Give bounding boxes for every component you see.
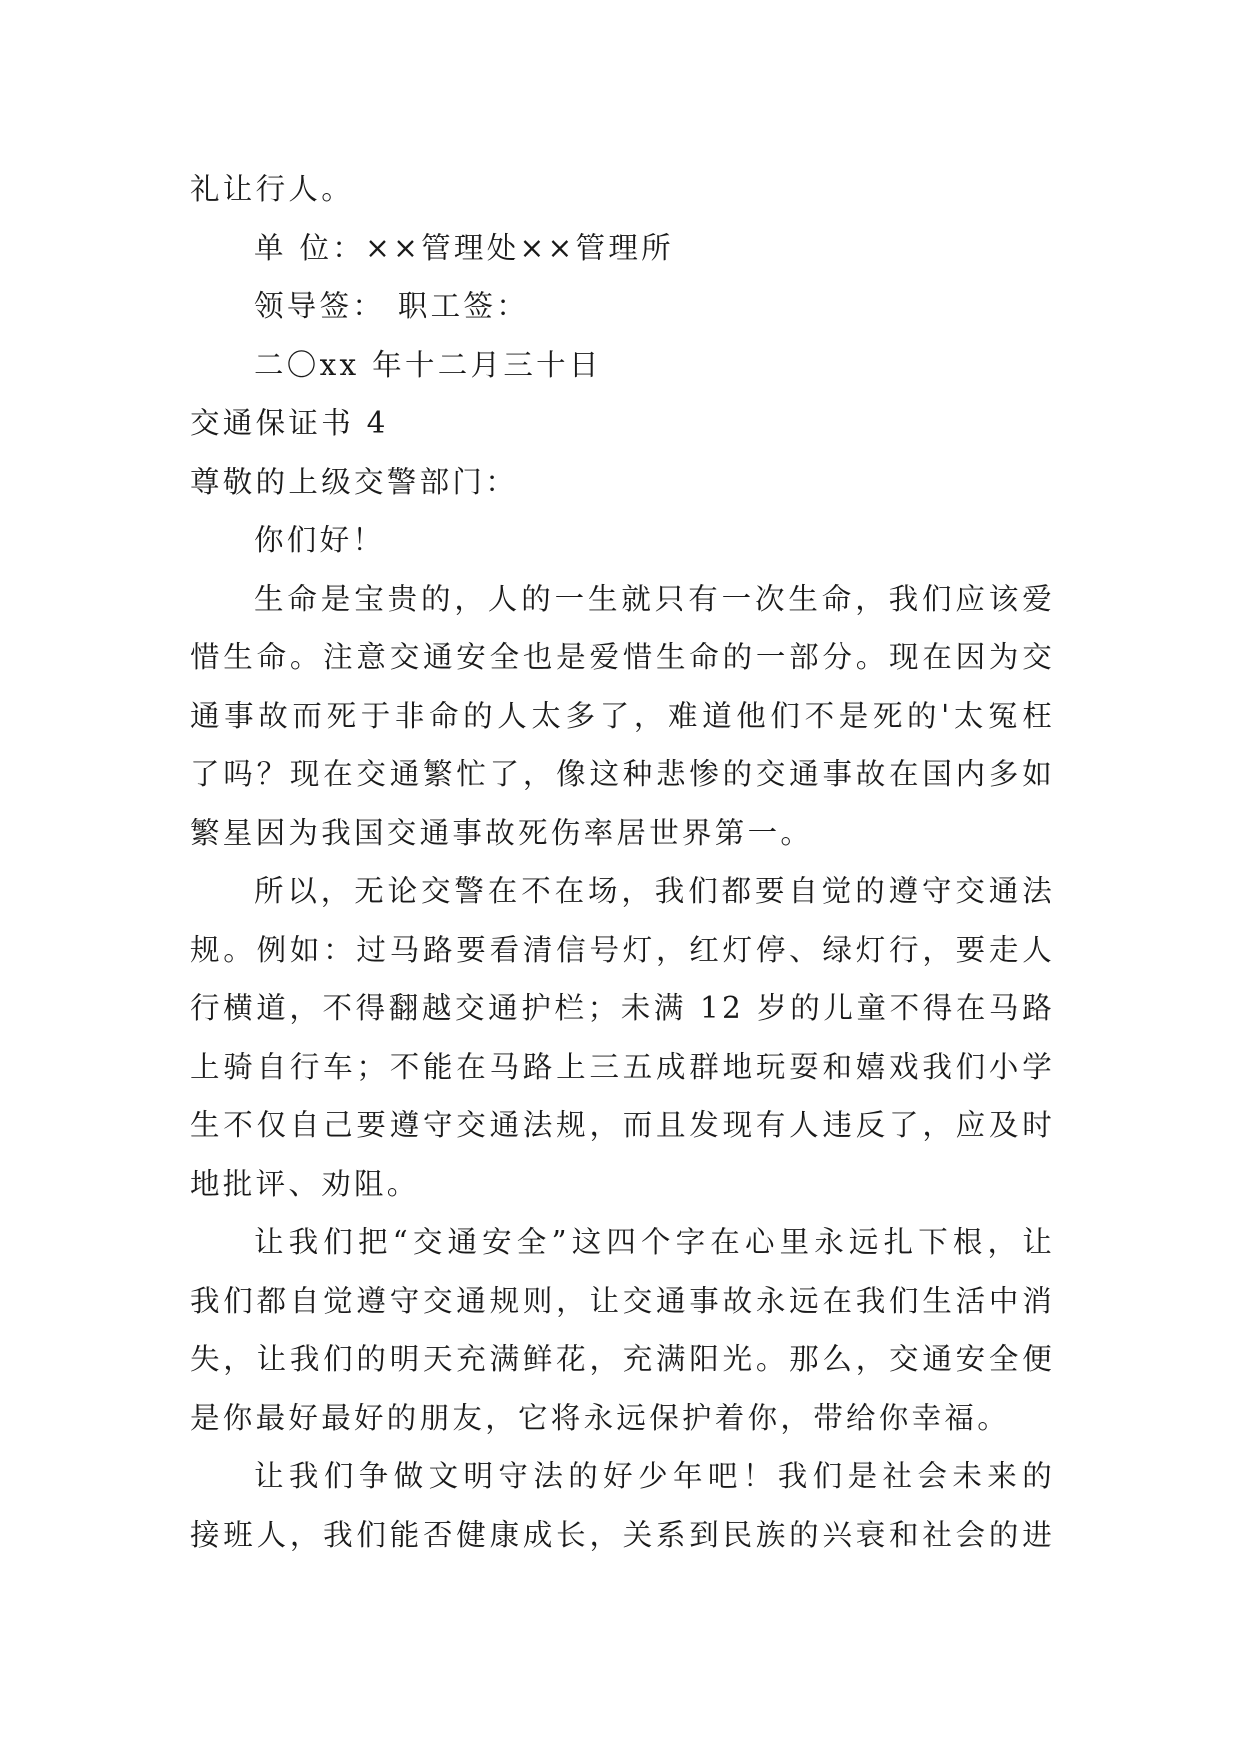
signature-line: 领导签： 职工签： xyxy=(254,289,530,323)
paragraph-1-line-2: 惜生命。注意交通安全也是爱惜生命的一部分。现在因为交 xyxy=(190,640,1055,674)
text-line-1: 礼让行人。 xyxy=(190,172,355,206)
paragraph-1-line-5: 繁星因为我国交通事故死伤率居世界第一。 xyxy=(190,815,814,850)
paragraph-2-line-2: 规。例如：过马路要看清信号灯，红灯停、绿灯行，要走人 xyxy=(190,932,1055,967)
paragraph-3-line-1: 让我们把“交通安全”这四个字在心里永远扎下根，让 xyxy=(254,1225,1055,1259)
paragraph-1-line-3: 通事故而死于非命的人太多了，难道他们不是死的'太冤枉 xyxy=(190,698,1055,733)
paragraph-2-line-6: 地批评、劝阻。 xyxy=(190,1166,420,1201)
paragraph-4-line-2: 接班人，我们能否健康成长，关系到民族的兴衰和社会的进 xyxy=(190,1517,1055,1552)
paragraph-1-line-4: 了吗？现在交通繁忙了，像这种悲惨的交通事故在国内多如 xyxy=(190,757,1055,791)
paragraph-2-line-3: 行横道，不得翻越交通护栏；未满 12 岁的儿童不得在马路 xyxy=(190,991,1055,1025)
document-body xyxy=(190,160,1055,1564)
paragraph-4-line-1: 让我们争做文明守法的好少年吧！我们是社会未来的 xyxy=(254,1459,1055,1493)
paragraph-3-line-3: 失，让我们的明天充满鲜花，充满阳光。那么，交通安全便 xyxy=(190,1342,1055,1376)
paragraph-3-line-2: 我们都自觉遵守交通规则，让交通事故永远在我们生活中消 xyxy=(190,1283,1055,1318)
paragraph-1-line-1: 生命是宝贵的，人的一生就只有一次生命，我们应该爱 xyxy=(254,581,1055,616)
paragraph-2-line-1: 所以，无论交警在不在场，我们都要自觉的遵守交通法 xyxy=(254,874,1055,908)
paragraph-2-line-5: 生不仅自己要遵守交通法规，而且发现有人违反了，应及时 xyxy=(190,1108,1055,1142)
paragraph-2-line-4: 上骑自行车；不能在马路上三五成群地玩耍和嬉戏我们小学 xyxy=(190,1049,1055,1084)
paragraph-3-line-4: 是你最好最好的朋友，它将永远保护着你，带给你幸福。 xyxy=(190,1400,1011,1435)
date-line: 二〇xx 年十二月三十日 xyxy=(254,347,602,382)
unit-line: 单 位：××管理处××管理所 xyxy=(254,230,674,265)
salutation: 尊敬的上级交警部门： xyxy=(190,464,519,499)
section-title: 交通保证书 4 xyxy=(190,406,389,440)
greeting: 你们好！ xyxy=(254,523,386,557)
